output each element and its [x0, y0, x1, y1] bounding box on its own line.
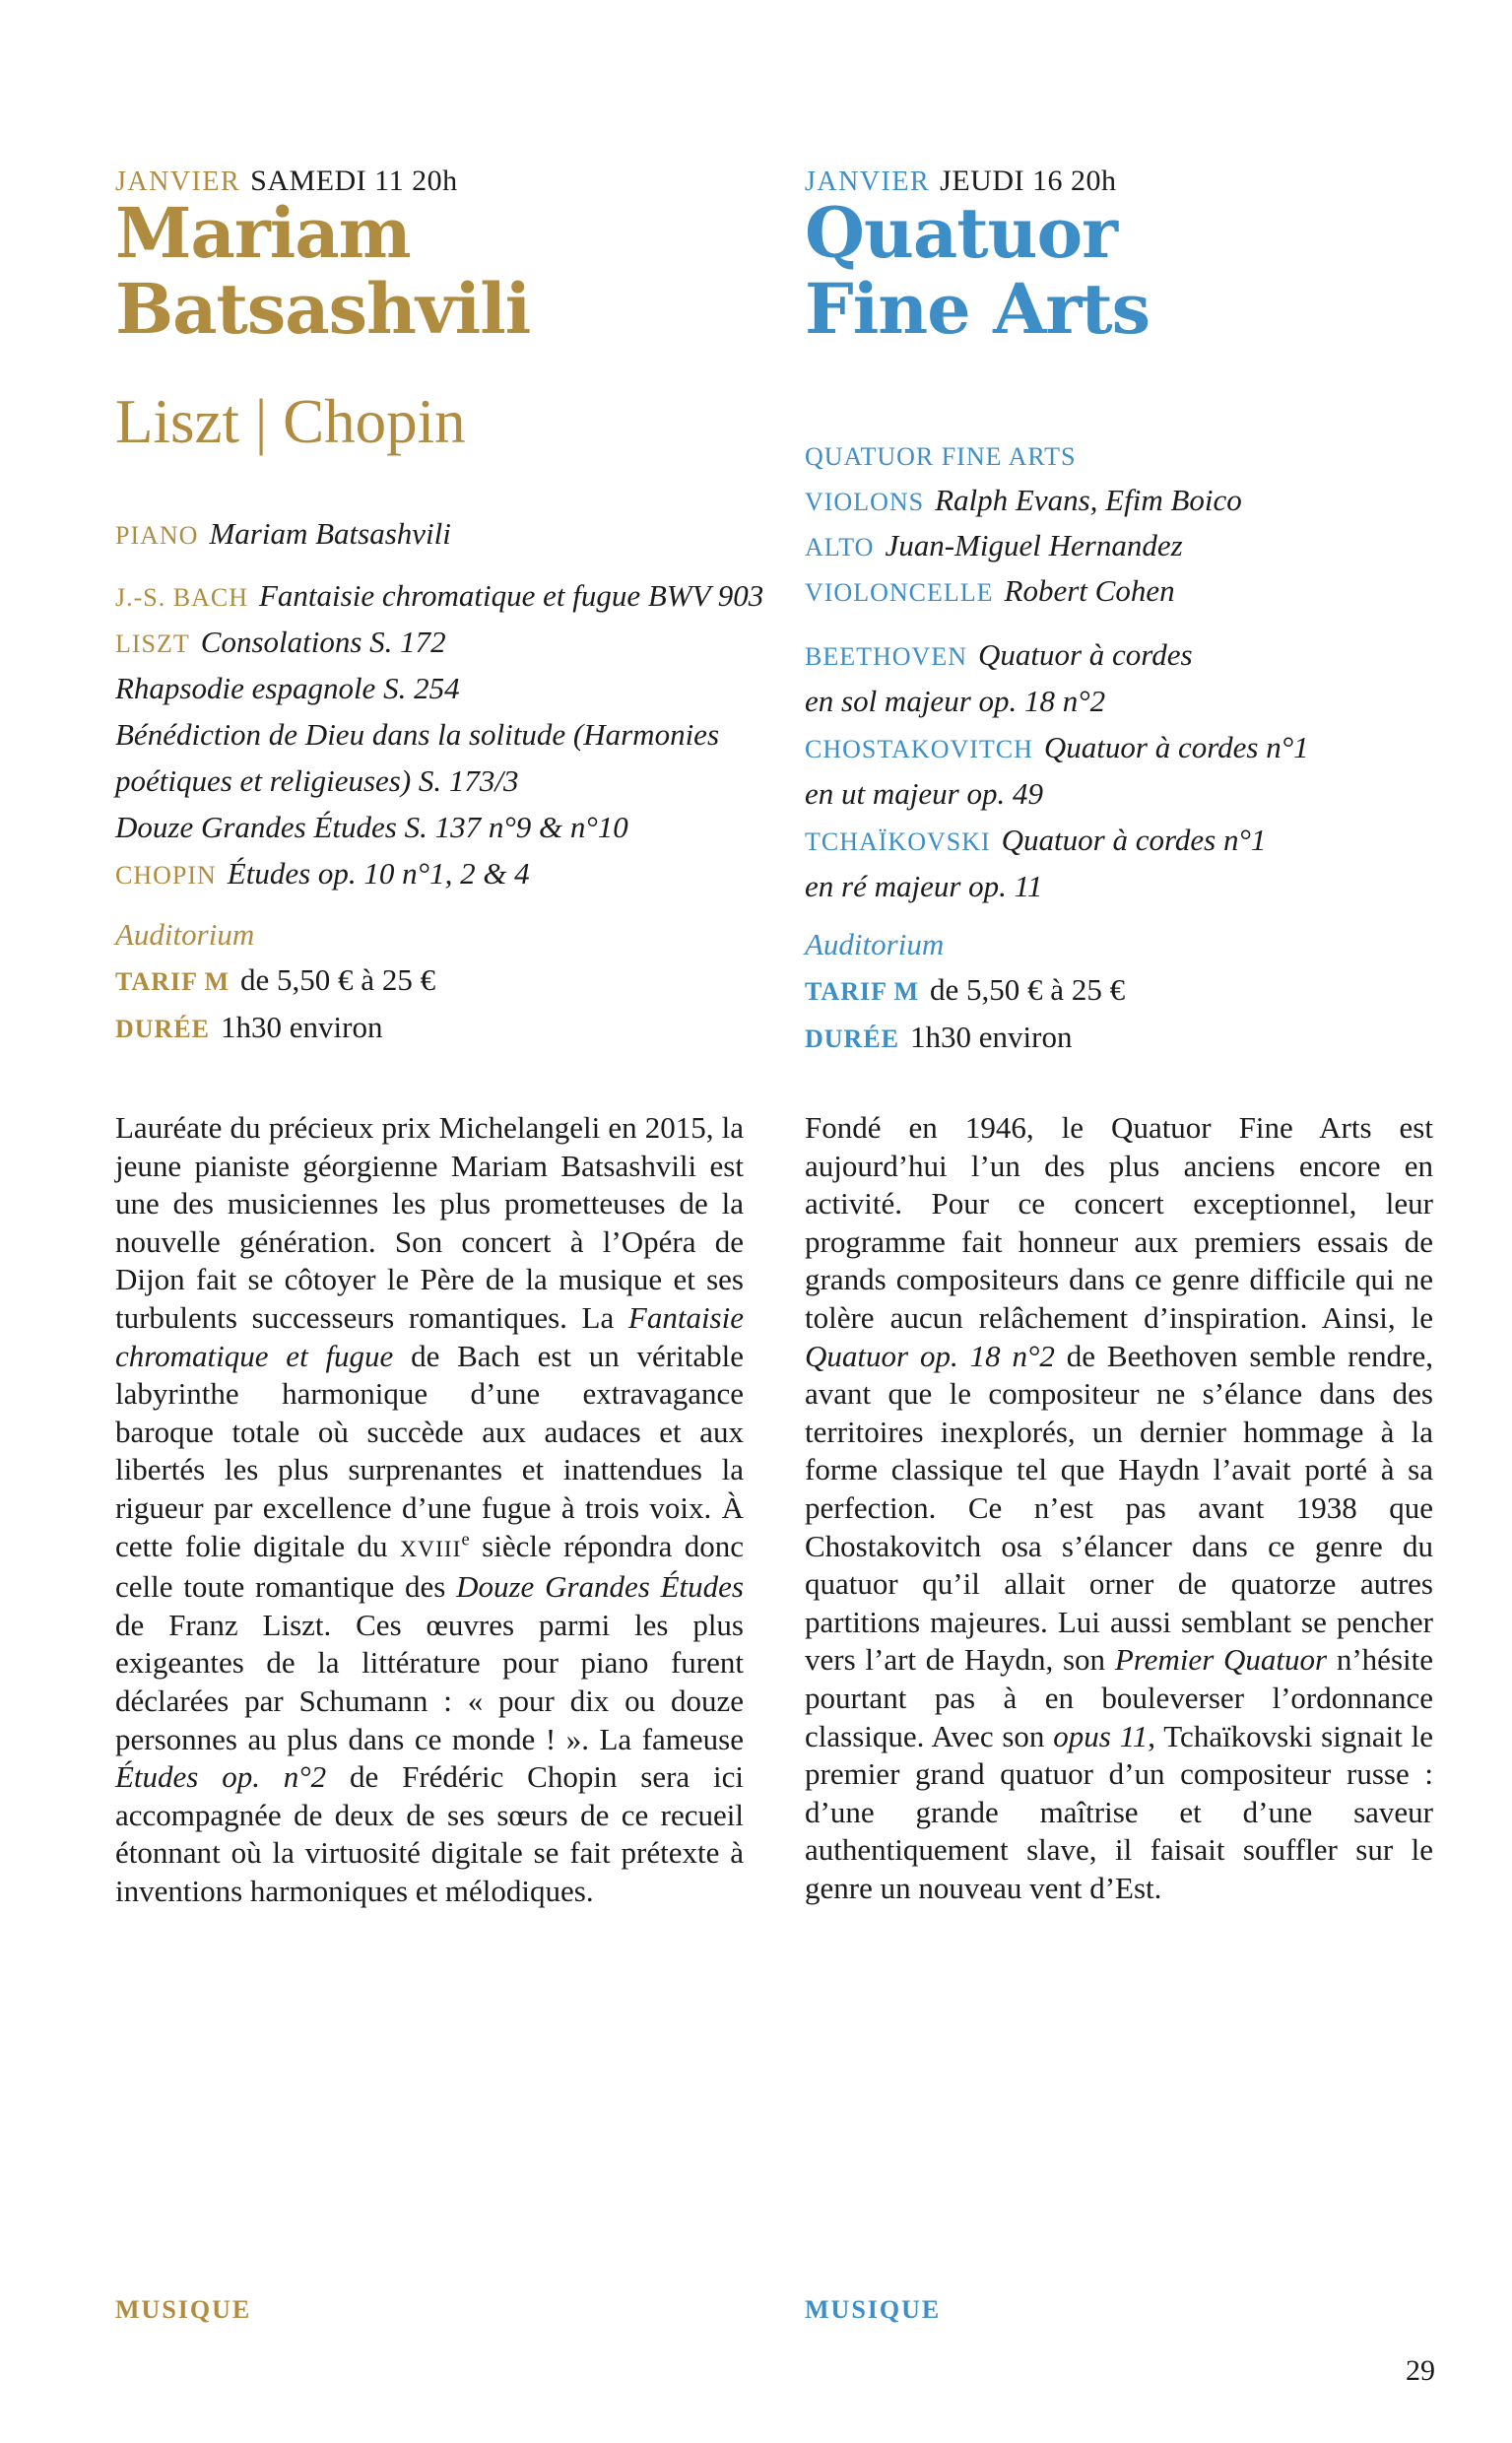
duration-label: DURÉE [115, 1015, 211, 1043]
price-line [805, 967, 1433, 1015]
event-subtitle: Liszt | Chopin [115, 387, 466, 456]
event-title-line: Batsashvili [115, 268, 531, 350]
work-title: en ut majeur op. 49 [805, 776, 1043, 811]
price-label: TARIF M [805, 977, 920, 1006]
program-line [115, 851, 744, 897]
price-value: de 5,50 € à 25 € [930, 972, 1126, 1007]
performer-role-label: VIOLONCELLE [805, 578, 994, 607]
work-title: Douze Grandes Études S. 137 n°9 & n°10 [115, 810, 628, 844]
composer-label: LISZT [115, 629, 190, 658]
duration-label: DURÉE [805, 1024, 900, 1053]
work-title: en sol majeur op. 18 n°2 [805, 684, 1106, 718]
work-title: Quatuor à cordes [977, 637, 1193, 672]
event-description: Lauréate du précieux prix Michelangeli en 2015, la jeune pianiste géorgienne Mariam Batsashvili est une des musiciennes les plus prometteuses de la nouvelle génération. Son concert à l’Opéra de Dijon fait se côtoyer le Père de la musique et ses turbulents successeurs romantiques. La Fantaisie chromatique et fugue de Bach est un véritable labyrinthe harmonique d’une extravagance baroque totale où succède aux audaces et aux libertés les plus surprenantes et inattendues la rigueur par excellence d’une fugue à trois voix. À cette folie digitale du XVIIIe siècle répondra donc celle toute romantique des Douze Grandes Études de Franz Liszt. Ces œuvres parmi les plus exigeantes de la littérature pour piano furent déclarées par Schumann : « pour dix ou douze personnes au plus dans ce monde ! ». La fameuse Études op. n°2 de Frédéric Chopin sera ici accompagnée de deux de ses sœurs de ce recueil étonnant où la virtuosité digitale se fait prétexte à inventions harmoniques et mélodiques. [115, 1110, 745, 1908]
month-label: JANVIER [115, 166, 241, 197]
performer-line [805, 479, 1433, 524]
venue-name: Auditorium [115, 917, 255, 952]
program-block [115, 573, 764, 897]
program-block [805, 632, 1433, 910]
program-line [805, 679, 1433, 725]
program-line [805, 632, 1433, 679]
performer-line [805, 524, 1433, 569]
program-line [805, 771, 1433, 818]
event-title-line: Mariam [115, 192, 411, 274]
work-title: Rhapsodie espagnole S. 254 [115, 671, 460, 705]
work-title: Quatuor à cordes n°1 [1001, 823, 1267, 857]
program-line [115, 573, 764, 620]
category-label: MUSIQUE [805, 2295, 942, 2324]
event-title [805, 192, 1433, 350]
program-line [115, 712, 744, 759]
event-column-left [115, 0, 764, 2443]
composer-label: BEETHOVEN [805, 642, 967, 671]
work-title: Quatuor à cordes n°1 [1043, 730, 1309, 764]
venue-block [805, 922, 1433, 1062]
work-title: Fantaisie chromatique et fugue BWV 903 [258, 578, 764, 613]
duration-line [805, 1015, 1433, 1062]
performer-names: Ralph Evans, Efim Boico [935, 483, 1242, 517]
duration-line [115, 1005, 744, 1052]
performer-role-label: PIANO [115, 521, 199, 550]
program-line [805, 725, 1433, 771]
composer-label: TCHAÏKOVSKI [805, 827, 991, 856]
day-time-label: JEUDI 16 20h [940, 165, 1117, 197]
duration-value: 1h30 environ [221, 1010, 383, 1044]
program-line [805, 818, 1433, 864]
performers-block [115, 512, 744, 558]
work-title: Études op. 10 n°1, 2 & 4 [227, 856, 530, 891]
price-line [115, 957, 744, 1005]
work-title: Consolations S. 172 [200, 625, 446, 659]
event-description: Fondé en 1946, le Quatuor Fine Arts est aujourd’hui l’un des plus anciens encore en activité. Pour ce concert exceptionnel, leur programme fait honneur aux premiers essais de grands compositeurs dans ce genre difficile qui ne tolère aucun relâchement d’inspiration. Ainsi, le Quatuor op. 18 n°2 de Beethoven semble rendre, avant que le compositeur ne s’élance dans des territoires inexplorés, un dernier hommage à la forme classique tel que Haydn l’avait porté à sa perfection. Ce n’est pas avant 1938 que Chostakovitch osa s’élancer dans ce genre du quatuor qu’il allait orner de quatorze autres partitions majeures. Lui aussi semblant se pencher vers l’art de Haydn, son Premier Quatuor n’hésite pourtant pas à en bouleverser l’ordonnance classique. Avec son opus 11, Tchaïkovski signait le premier grand quatuor d’un compositeur russe : d’une grande maîtrise et d’une saveur authentiquement slave, il faisait souffler sur le genre un nouveau vent d’Est. [805, 1110, 1433, 1905]
performer-role-label: VIOLONS [805, 488, 925, 516]
program-line [115, 805, 744, 851]
performer-names: Mariam Batsashvili [209, 516, 451, 551]
page-number: 29 [1406, 2354, 1435, 2387]
event-title [115, 192, 744, 350]
duration-value: 1h30 environ [910, 1020, 1073, 1054]
composer-label: J.-S. BACH [115, 583, 248, 612]
program-line [115, 759, 744, 805]
category-label: MUSIQUE [115, 2295, 252, 2324]
composer-label: CHOSTAKOVITCH [805, 735, 1033, 763]
event-title-line: Quatuor [805, 192, 1118, 274]
performer-names: Robert Cohen [1004, 573, 1175, 608]
composer-label: CHOPIN [115, 861, 217, 890]
price-label: TARIF M [115, 967, 230, 996]
performers-block [805, 433, 1433, 615]
venue-block [115, 912, 744, 1052]
program-line [115, 666, 744, 712]
performer-line [805, 569, 1433, 615]
event-title-line: Fine Arts [805, 268, 1150, 350]
ensemble-name-label: QUATUOR FINE ARTS [805, 442, 1077, 471]
venue-name: Auditorium [805, 927, 945, 961]
program-line [115, 620, 744, 666]
ensemble-line [805, 433, 1433, 479]
work-title: Bénédiction de Dieu dans la solitude (Harmonies [115, 717, 720, 752]
performer-names: Juan-Miguel Hernandez [885, 528, 1183, 562]
price-value: de 5,50 € à 25 € [240, 962, 436, 997]
month-label: JANVIER [805, 166, 931, 197]
performer-role-label: ALTO [805, 533, 875, 561]
work-title: en ré majeur op. 11 [805, 869, 1043, 903]
program-line [805, 864, 1433, 910]
work-title: poétiques et religieuses) S. 173/3 [115, 763, 519, 798]
performer-line [115, 512, 744, 558]
event-column-right [805, 0, 1433, 2443]
day-time-label: SAMEDI 11 20h [250, 165, 458, 197]
